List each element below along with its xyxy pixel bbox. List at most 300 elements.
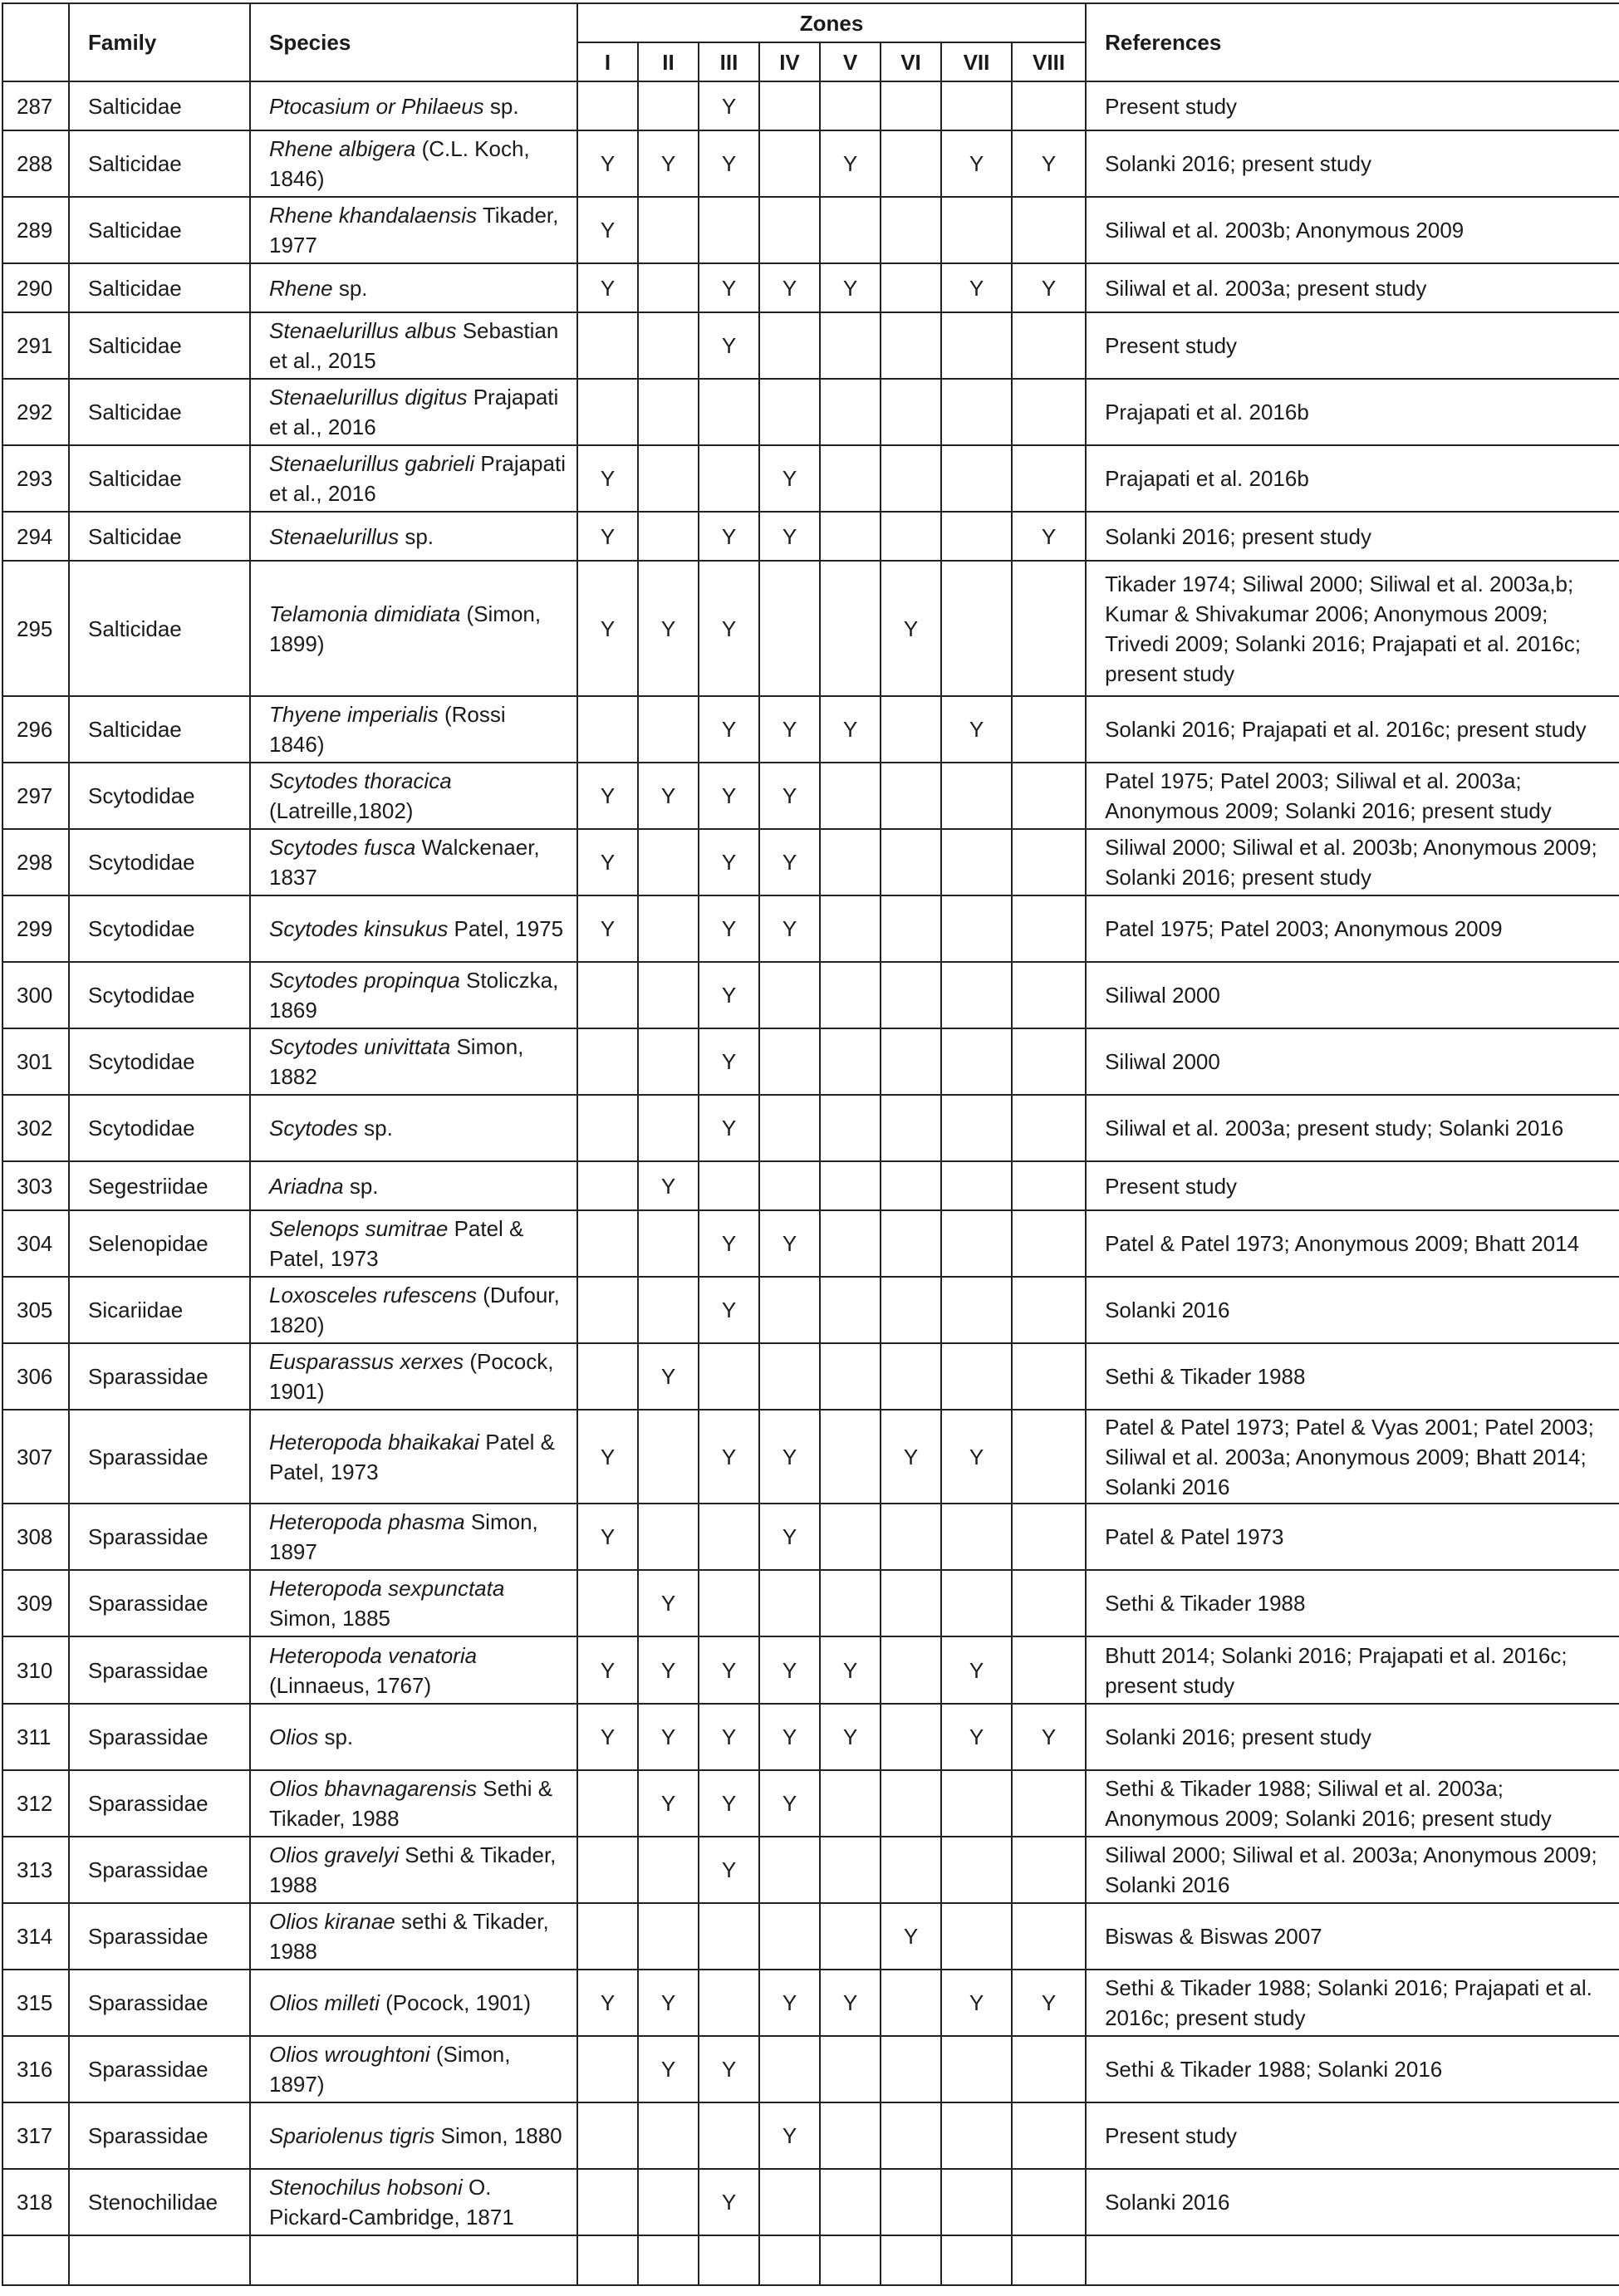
zone-cell-5: Y	[820, 1704, 881, 1770]
row-species	[250, 197, 577, 263]
zone-cell-5	[820, 829, 881, 895]
zone-cell-7	[941, 829, 1012, 895]
zone-cell-2	[638, 1095, 699, 1161]
zone-cell-8: Y	[1012, 1704, 1086, 1770]
zone-cell-5	[820, 1210, 881, 1277]
zone-cell-2: Y	[638, 561, 699, 696]
zone-cell-2	[638, 1504, 699, 1570]
zone-cell-5	[820, 1903, 881, 1970]
species-author: Sethi & Tikader, 1988	[269, 1842, 557, 1897]
table-row	[2, 895, 1619, 962]
zone-cell-5	[820, 445, 881, 512]
table-body	[2, 81, 1619, 2285]
zone-cell-8	[1012, 1770, 1086, 1837]
species-name: Rhene	[269, 275, 333, 301]
row-references: Bhutt 2014; Solanki 2016; Prajapati et al. 2016c; present study	[1086, 1636, 1619, 1704]
species-name: Scytodes	[269, 1116, 358, 1141]
row-references: Biswas & Biswas 2007	[1086, 1903, 1619, 1970]
zone-cell-7	[941, 1161, 1012, 1210]
table-row	[2, 1970, 1619, 2036]
zone-cell-2: Y	[638, 1704, 699, 1770]
zone-cell-1	[577, 696, 638, 763]
header-zone-5: V	[820, 42, 881, 81]
zone-cell-3: Y	[699, 763, 759, 829]
row-family: Sparassidae	[69, 1343, 250, 1410]
zone-cell-7	[941, 895, 1012, 962]
zone-cell-8	[1012, 1343, 1086, 1410]
zone-cell-4: Y	[759, 1504, 820, 1570]
zone-cell-3	[699, 1970, 759, 2036]
row-number: 295	[2, 561, 69, 696]
row-references: Sethi & Tikader 1988; Solanki 2016	[1086, 2036, 1619, 2102]
species-author: sp.	[399, 523, 434, 549]
row-number: 317	[2, 2102, 69, 2169]
header-number	[2, 3, 69, 81]
zone-cell-5	[820, 197, 881, 263]
row-number: 309	[2, 1570, 69, 1636]
zone-cell-6	[881, 2036, 941, 2102]
row-references: Patel 1975; Patel 2003; Anonymous 2009	[1086, 895, 1619, 962]
zone-cell-6	[881, 1704, 941, 1770]
zone-cell-8: Y	[1012, 130, 1086, 197]
zone-cell-3: Y	[699, 1277, 759, 1343]
table-row	[2, 1704, 1619, 1770]
species-name: Heteropoda phasma	[269, 1509, 465, 1534]
row-family: Sparassidae	[69, 2102, 250, 2169]
species-name: Scytodes thoracica	[269, 768, 452, 793]
species-name: Thyene imperialis	[269, 702, 439, 727]
zone-cell-7	[941, 1095, 1012, 1161]
header-zone-3: III	[699, 42, 759, 81]
zone-cell-7	[941, 379, 1012, 445]
species-author: Tikader, 1977	[269, 203, 559, 258]
zone-cell-1: Y	[577, 895, 638, 962]
zone-cell-7	[941, 1028, 1012, 1095]
zone-cell-3: Y	[699, 130, 759, 197]
zone-cell-1	[577, 1210, 638, 1277]
row-number: 311	[2, 1704, 69, 1770]
row-family: Salticidae	[69, 312, 250, 379]
zone-cell-4: Y	[759, 763, 820, 829]
zone-cell-7: Y	[941, 1636, 1012, 1704]
zone-cell-4	[759, 379, 820, 445]
zone-cell-7	[941, 561, 1012, 696]
row-references: Solanki 2016; present study	[1086, 130, 1619, 197]
row-number: 316	[2, 2036, 69, 2102]
zone-cell-2: Y	[638, 1161, 699, 1210]
zone-cell-8	[1012, 445, 1086, 512]
zone-cell-3	[699, 2102, 759, 2169]
zone-cell-5	[820, 81, 881, 130]
zone-cell-6	[881, 2169, 941, 2235]
zone-cell-1: Y	[577, 763, 638, 829]
zone-cell-3: Y	[699, 2036, 759, 2102]
zone-cell-3: Y	[699, 829, 759, 895]
zone-cell-5	[820, 379, 881, 445]
row-family: Salticidae	[69, 130, 250, 197]
row-number: 318	[2, 2169, 69, 2235]
species-name: Heteropoda venatoria	[269, 1642, 478, 1668]
zone-cell-4	[759, 1837, 820, 1903]
row-number: 308	[2, 1504, 69, 1570]
row-family: Salticidae	[69, 696, 250, 763]
row-species	[250, 1837, 577, 1903]
species-author: Sethi & Tikader, 1988	[269, 1776, 553, 1831]
row-references: Siliwal 2000; Siliwal et al. 2003b; Anonymous 2009; Solanki 2016; present study	[1086, 829, 1619, 895]
zone-cell-1	[577, 2036, 638, 2102]
zone-cell-1: Y	[577, 263, 638, 312]
zone-cell-2	[638, 1277, 699, 1343]
zone-cell-4: Y	[759, 1210, 820, 1277]
zone-cell-7: Y	[941, 263, 1012, 312]
table-row	[2, 197, 1619, 263]
row-references: Patel & Patel 1973	[1086, 1504, 1619, 1570]
row-references: Patel & Patel 1973; Patel & Vyas 2001; Patel 2003; Siliwal et al. 2003a; Anonymous 2009; Bhatt 2014; Solanki 2016	[1086, 1410, 1619, 1504]
zone-cell-8	[1012, 379, 1086, 445]
zone-cell-5: Y	[820, 1970, 881, 2036]
row-family: Scytodidae	[69, 829, 250, 895]
zone-cell-6	[881, 512, 941, 561]
zone-cell-8	[1012, 312, 1086, 379]
zone-cell-1	[577, 1277, 638, 1343]
zone-cell-5	[820, 512, 881, 561]
zone-cell-3	[699, 1343, 759, 1410]
row-species	[250, 1161, 577, 1210]
zone-cell-2	[638, 379, 699, 445]
row-references: Siliwal et al. 2003a; present study; Solanki 2016	[1086, 1095, 1619, 1161]
zone-cell-2	[638, 1903, 699, 1970]
zone-cell-1: Y	[577, 1704, 638, 1770]
zone-cell-3: Y	[699, 1636, 759, 1704]
table-row	[2, 1028, 1619, 1095]
zone-cell-1	[577, 1837, 638, 1903]
zone-cell-4	[759, 312, 820, 379]
row-number: 291	[2, 312, 69, 379]
row-species	[250, 962, 577, 1028]
row-references: Siliwal et al. 2003a; present study	[1086, 263, 1619, 312]
table-row	[2, 81, 1619, 130]
species-author: Patel & Patel, 1973	[269, 1216, 524, 1271]
zone-cell-5	[820, 1343, 881, 1410]
row-species	[250, 895, 577, 962]
zone-cell-6	[881, 1277, 941, 1343]
zone-cell-6	[881, 81, 941, 130]
zone-cell-3	[699, 379, 759, 445]
row-family: Salticidae	[69, 81, 250, 130]
table-row	[2, 130, 1619, 197]
zone-cell-4: Y	[759, 696, 820, 763]
row-references: Siliwal 2000	[1086, 1028, 1619, 1095]
table-row	[2, 1770, 1619, 1837]
zone-cell-3: Y	[699, 962, 759, 1028]
row-family: Salticidae	[69, 197, 250, 263]
species-author: sp.	[332, 275, 368, 301]
table-row	[2, 1837, 1619, 1903]
row-number: 287	[2, 81, 69, 130]
row-species	[250, 1095, 577, 1161]
table-row	[2, 696, 1619, 763]
row-family: Sparassidae	[69, 1636, 250, 1704]
zone-cell-5	[820, 1504, 881, 1570]
species-name: Olios wroughtoni	[269, 2042, 430, 2067]
zone-cell-8	[1012, 763, 1086, 829]
table-row	[2, 1343, 1619, 1410]
zone-cell-5	[820, 1570, 881, 1636]
row-references: Solanki 2016; present study	[1086, 1704, 1619, 1770]
zone-cell-8	[1012, 1636, 1086, 1704]
row-family: Scytodidae	[69, 763, 250, 829]
species-author: Simon, 1897	[269, 1509, 538, 1564]
species-name: Scytodes propinqua	[269, 968, 460, 993]
species-name: Rhene khandalaensis	[269, 203, 478, 228]
species-author: (Rossi 1846)	[269, 702, 506, 757]
zone-cell-5	[820, 1770, 881, 1837]
table-row	[2, 1161, 1619, 1210]
row-references: Patel 1975; Patel 2003; Siliwal et al. 2003a; Anonymous 2009; Solanki 2016; present study	[1086, 763, 1619, 829]
zone-cell-5	[820, 1277, 881, 1343]
row-family: Salticidae	[69, 561, 250, 696]
zone-cell-1	[577, 1570, 638, 1636]
zone-cell-3: Y	[699, 1210, 759, 1277]
row-references: Siliwal 2000	[1086, 962, 1619, 1028]
zone-cell-2: Y	[638, 1970, 699, 2036]
species-name: Scytodes univittata	[269, 1034, 451, 1059]
table-row	[2, 829, 1619, 895]
header-zones: Zones	[577, 3, 1086, 42]
table-row	[2, 1903, 1619, 1970]
row-family: Sicariidae	[69, 1277, 250, 1343]
header-species: Species	[250, 3, 577, 81]
zone-cell-3	[699, 197, 759, 263]
zone-cell-8	[1012, 2102, 1086, 2169]
zone-cell-2	[638, 81, 699, 130]
zone-cell-6: Y	[881, 1410, 941, 1504]
species-author: sp.	[318, 1724, 354, 1749]
zone-cell-2: Y	[638, 1770, 699, 1837]
zone-cell-8: Y	[1012, 263, 1086, 312]
zone-cell-2: Y	[638, 130, 699, 197]
zone-cell-8	[1012, 1837, 1086, 1903]
zone-cell-1: Y	[577, 1636, 638, 1704]
species-author: sp.	[343, 1173, 379, 1199]
zone-cell-8	[1012, 1504, 1086, 1570]
row-number: 306	[2, 1343, 69, 1410]
row-species	[250, 1277, 577, 1343]
zone-cell-5	[820, 763, 881, 829]
table-row	[2, 379, 1619, 445]
row-family: Sparassidae	[69, 1970, 250, 2036]
zone-cell-8	[1012, 81, 1086, 130]
species-name: Stenaelurillus digitus	[269, 385, 468, 410]
row-references: Sethi & Tikader 1988; Solanki 2016; Prajapati et al. 2016c; present study	[1086, 1970, 1619, 2036]
table-row	[2, 561, 1619, 696]
zone-cell-6	[881, 1970, 941, 2036]
row-species	[250, 512, 577, 561]
row-number: 304	[2, 1210, 69, 1277]
zone-cell-5	[820, 1095, 881, 1161]
zone-cell-6	[881, 445, 941, 512]
zone-cell-4: Y	[759, 1410, 820, 1504]
species-author: sethi & Tikader, 1988	[269, 1909, 549, 1964]
zone-cell-1: Y	[577, 1970, 638, 2036]
zone-cell-2	[638, 263, 699, 312]
zone-cell-4	[759, 2036, 820, 2102]
zone-cell-3: Y	[699, 1704, 759, 1770]
species-author: (Pocock, 1901)	[379, 1990, 532, 2015]
zone-cell-5: Y	[820, 263, 881, 312]
zone-cell-4	[759, 1161, 820, 1210]
row-number: 307	[2, 1410, 69, 1504]
row-family: Scytodidae	[69, 1095, 250, 1161]
header-zone-6: VI	[881, 42, 941, 81]
species-author: Simon, 1880	[434, 2123, 562, 2148]
zone-cell-4: Y	[759, 263, 820, 312]
table-row	[2, 2102, 1619, 2169]
species-author: Stoliczka, 1869	[269, 968, 559, 1023]
zone-cell-5	[820, 1161, 881, 1210]
zone-cell-2	[638, 2169, 699, 2235]
zone-cell-7	[941, 2102, 1012, 2169]
zone-cell-5	[820, 1837, 881, 1903]
row-species	[250, 81, 577, 130]
table-row	[2, 962, 1619, 1028]
species-name: Stenaelurillus albus	[269, 318, 457, 343]
species-name: Selenops sumitrae	[269, 1216, 449, 1241]
zone-cell-6	[881, 197, 941, 263]
row-number: 298	[2, 829, 69, 895]
species-name: Stenochilus hobsoni	[269, 2175, 463, 2200]
zone-cell-2	[638, 312, 699, 379]
row-references: Prajapati et al. 2016b	[1086, 445, 1619, 512]
zone-cell-3	[699, 1903, 759, 1970]
species-name: Heteropoda sexpunctata	[269, 1576, 505, 1601]
row-number: 290	[2, 263, 69, 312]
table-row	[2, 445, 1619, 512]
row-family: Selenopidae	[69, 1210, 250, 1277]
row-species	[250, 1570, 577, 1636]
row-number: 310	[2, 1636, 69, 1704]
zone-cell-6	[881, 763, 941, 829]
zone-cell-2	[638, 962, 699, 1028]
zone-cell-7: Y	[941, 1410, 1012, 1504]
zone-cell-3: Y	[699, 1028, 759, 1095]
header-zone-1: I	[577, 42, 638, 81]
row-references: Present study	[1086, 1161, 1619, 1210]
zone-cell-7	[941, 1570, 1012, 1636]
row-references: Patel & Patel 1973; Anonymous 2009; Bhatt 2014	[1086, 1210, 1619, 1277]
header-family: Family	[69, 3, 250, 81]
zone-cell-2: Y	[638, 1570, 699, 1636]
zone-cell-8	[1012, 895, 1086, 962]
row-number: 299	[2, 895, 69, 962]
row-references: Tikader 1974; Siliwal 2000; Siliwal et al. 2003a,b; Kumar & Shivakumar 2006; Anonymous 2009; Trivedi 2009; Solanki 2016; Prajapati et al. 2016c; present study	[1086, 561, 1619, 696]
row-species	[250, 445, 577, 512]
row-family: Sparassidae	[69, 1504, 250, 1570]
row-species	[250, 1704, 577, 1770]
zone-cell-5	[820, 561, 881, 696]
zone-cell-8	[1012, 1095, 1086, 1161]
header-zone-7: VII	[941, 42, 1012, 81]
row-references: Present study	[1086, 2102, 1619, 2169]
row-family: Sparassidae	[69, 1770, 250, 1837]
table-row	[2, 1410, 1619, 1504]
zone-cell-8: Y	[1012, 512, 1086, 561]
species-author: Prajapati et al., 2016	[269, 385, 559, 439]
zone-cell-1	[577, 1903, 638, 1970]
zone-cell-1	[577, 1770, 638, 1837]
zone-cell-7: Y	[941, 1970, 1012, 2036]
zone-cell-4	[759, 1277, 820, 1343]
zone-cell-3: Y	[699, 263, 759, 312]
zone-cell-4: Y	[759, 829, 820, 895]
zone-cell-3	[699, 445, 759, 512]
species-name: Scytodes kinsukus	[269, 916, 449, 941]
row-number: 315	[2, 1970, 69, 2036]
zone-cell-4: Y	[759, 1704, 820, 1770]
zone-cell-6	[881, 1028, 941, 1095]
row-family: Sparassidae	[69, 2036, 250, 2102]
zone-cell-7	[941, 1343, 1012, 1410]
row-species	[250, 561, 577, 696]
row-number: 294	[2, 512, 69, 561]
species-author: (Simon, 1899)	[269, 601, 542, 656]
species-name: Olios	[269, 1724, 319, 1749]
species-author: (C.L. Koch, 1846)	[269, 136, 530, 191]
row-family: Sparassidae	[69, 1410, 250, 1504]
zone-cell-6	[881, 1095, 941, 1161]
zone-cell-5	[820, 1410, 881, 1504]
species-name: Spariolenus tigris	[269, 2123, 435, 2148]
zone-cell-6: Y	[881, 1903, 941, 1970]
zone-cell-2	[638, 696, 699, 763]
zone-cell-4: Y	[759, 2102, 820, 2169]
species-name: Olios kiranae	[269, 1909, 395, 1934]
zone-cell-2	[638, 1837, 699, 1903]
zone-cell-4	[759, 962, 820, 1028]
zone-cell-6	[881, 130, 941, 197]
zone-cell-5	[820, 962, 881, 1028]
species-name: Scytodes fusca	[269, 835, 416, 860]
zone-cell-6	[881, 263, 941, 312]
species-author: (Latreille,1802)	[269, 798, 414, 823]
zone-cell-3: Y	[699, 312, 759, 379]
zone-cell-7	[941, 445, 1012, 512]
zone-cell-4	[759, 1903, 820, 1970]
species-author: sp.	[483, 93, 519, 119]
species-author: Prajapati et al., 2016	[269, 451, 566, 506]
zone-cell-6	[881, 379, 941, 445]
zone-cell-4	[759, 561, 820, 696]
zone-cell-1	[577, 312, 638, 379]
zone-cell-8	[1012, 1028, 1086, 1095]
zone-cell-2: Y	[638, 1343, 699, 1410]
zone-cell-2	[638, 512, 699, 561]
zone-cell-2	[638, 2102, 699, 2169]
species-name: Rhene albigera	[269, 136, 416, 161]
zone-cell-8	[1012, 561, 1086, 696]
zone-cell-7	[941, 512, 1012, 561]
row-family: Sparassidae	[69, 1570, 250, 1636]
row-family: Sparassidae	[69, 1903, 250, 1970]
zone-cell-2	[638, 1028, 699, 1095]
species-author: Patel, 1975	[448, 916, 564, 941]
zone-cell-6	[881, 1161, 941, 1210]
row-family: Scytodidae	[69, 895, 250, 962]
table-row	[2, 1210, 1619, 1277]
zone-cell-4	[759, 1028, 820, 1095]
table-header	[2, 3, 1619, 81]
species-table	[2, 2, 1619, 2286]
